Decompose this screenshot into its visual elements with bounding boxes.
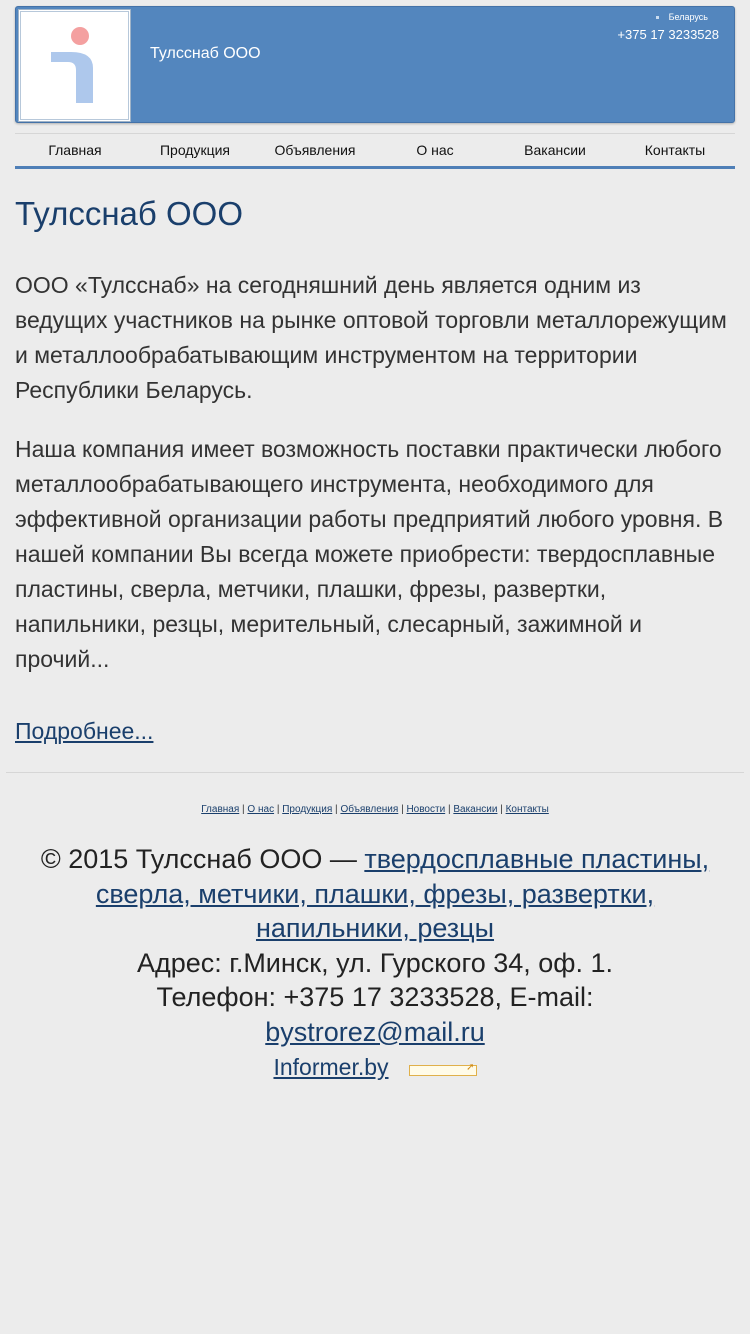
nav-item-products[interactable]: Продукция bbox=[159, 142, 231, 158]
page-title: Тулсснаб ООО bbox=[15, 195, 243, 232]
read-more-link[interactable]: Подробнее... bbox=[15, 718, 154, 744]
footer-link-contacts[interactable]: Контакты bbox=[505, 804, 549, 815]
footer-address: Адрес: г.Минск, ул. Гурского 34, оф. 1. bbox=[136, 947, 614, 978]
footer-link-about[interactable]: О нас bbox=[247, 804, 275, 815]
products-seo-link[interactable]: твердосплавные пластины, сверла, метчики, плашки, фрезы, развертки, напильники, резцы bbox=[95, 844, 710, 943]
footer-separator: | bbox=[335, 804, 338, 815]
footer-separator: | bbox=[276, 804, 280, 815]
nav-item-about[interactable]: О нас bbox=[416, 142, 454, 158]
footer-divider bbox=[6, 772, 744, 773]
footer-link-home[interactable]: Главная bbox=[201, 804, 240, 815]
nav-item-contacts[interactable]: Контакты bbox=[644, 142, 706, 158]
footer-separator: | bbox=[447, 804, 451, 815]
footer-separator: | bbox=[242, 804, 245, 815]
site-name[interactable]: Тулсснаб ООО bbox=[150, 45, 261, 62]
intro-paragraph: ООО «Тулсснаб» на сегодняшний день является одним из ведущих участников на рынке оптовой торговли металлорежущим и металлообрабатывающим инструментом на территории Республики Беларусь. bbox=[15, 272, 727, 403]
country-label: Беларусь bbox=[668, 12, 708, 22]
bullet-icon bbox=[656, 16, 659, 19]
nav-item-home[interactable]: Главная bbox=[48, 142, 102, 158]
main-nav bbox=[15, 133, 735, 169]
footer-separator: | bbox=[500, 804, 503, 815]
nav-item-vacancies[interactable]: Вакансии bbox=[524, 142, 586, 158]
country-selector[interactable] bbox=[656, 12, 708, 22]
email-link[interactable]: bystrorez@mail.ru bbox=[265, 1016, 485, 1047]
footer-separator: | bbox=[401, 804, 404, 815]
nav-item-announcements[interactable]: Объявления bbox=[274, 142, 356, 158]
footer-link-news[interactable]: Новости bbox=[406, 804, 446, 815]
footer-link-products[interactable]: Продукция bbox=[282, 804, 333, 815]
footer-copyright bbox=[40, 842, 710, 1049]
footer-link-announcements[interactable]: Объявления bbox=[340, 804, 399, 815]
informer-badge[interactable] bbox=[409, 1062, 477, 1076]
header-phone: +375 17 3233528 bbox=[617, 27, 719, 42]
site-header bbox=[15, 6, 735, 123]
informer-arrow-icon: ➚ bbox=[466, 1062, 475, 1073]
info-i-logo-icon bbox=[19, 10, 132, 123]
informer-block bbox=[0, 1054, 750, 1081]
logo[interactable] bbox=[18, 9, 131, 122]
informer-link[interactable]: Informer.by bbox=[273, 1054, 389, 1080]
company-paragraph: Наша компания имеет возможность поставки практически любого металлообрабатывающего инструмента, необходимого для эффективной организации работы предприятий любого уровня. В нашей компании Вы всегда можете приобрести: твердосплавные пластины, сверла, метчики, плашки, фрезы, развертки, напильники, резцы, мерительный, слесарный, зажимной и прочий... bbox=[15, 436, 724, 672]
footer-nav bbox=[0, 804, 750, 815]
footer-link-vacancies[interactable]: Вакансии bbox=[453, 804, 498, 815]
copyright-text: © 2015 Тулсснаб ООО — bbox=[40, 844, 357, 874]
footer-phone: Телефон: +375 17 3233528, E-mail: bbox=[156, 982, 594, 1012]
